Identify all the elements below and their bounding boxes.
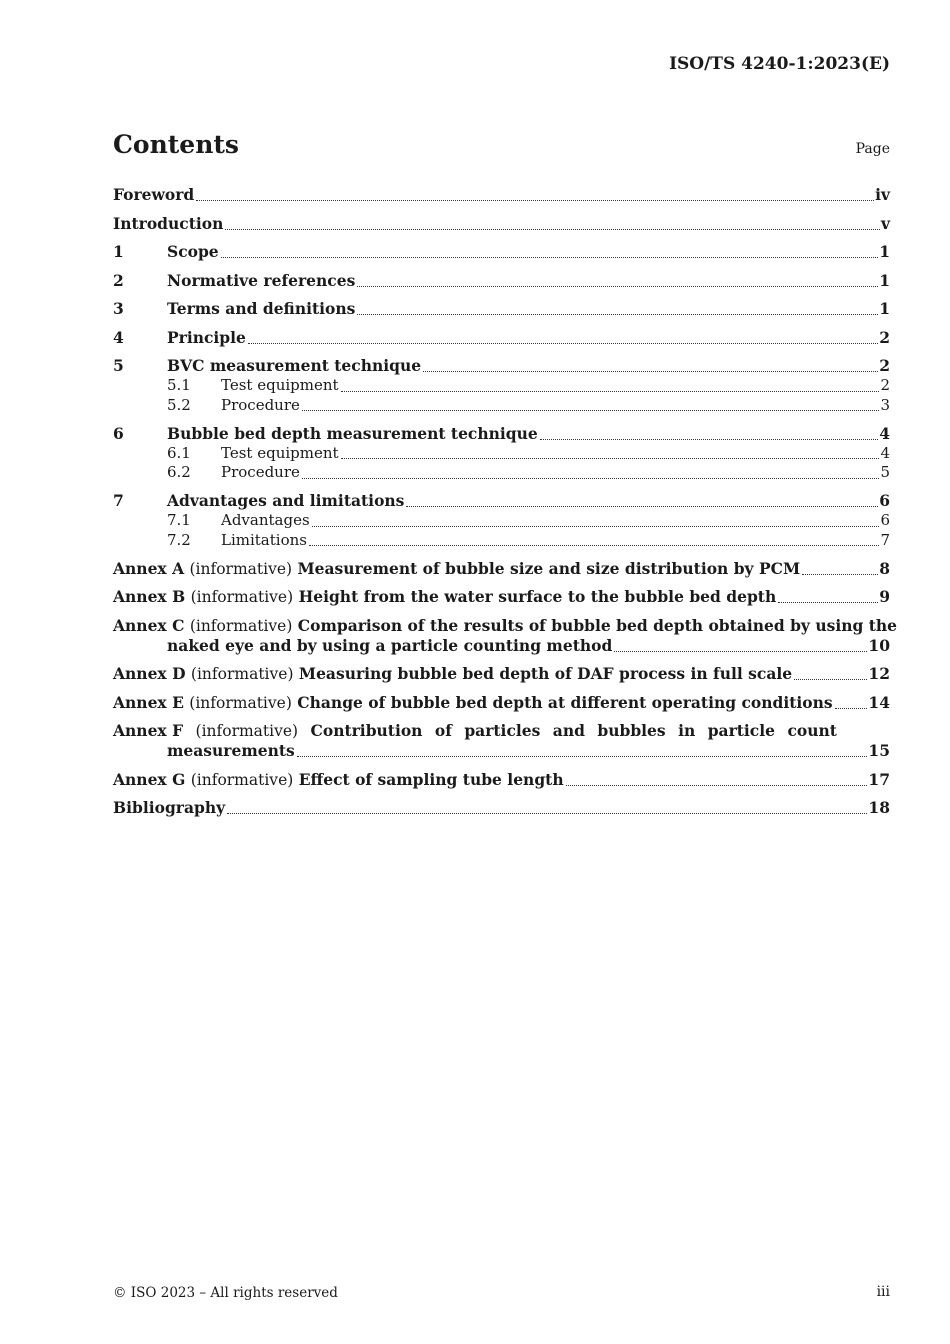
toc-title: Scope	[167, 242, 219, 261]
dot-leader	[614, 651, 867, 652]
toc-entry-5-2[interactable]	[113, 396, 890, 416]
toc-page: 18	[868, 798, 890, 817]
toc-number: 7	[113, 491, 124, 510]
toc-page: 10	[868, 635, 890, 655]
copyright-notice: © ISO 2023 – All rights reserved	[113, 1285, 338, 1301]
toc-title: Test equipment	[221, 443, 339, 462]
toc-title-line1: Comparison of the results of bubble bed depth obtained by using the	[297, 615, 897, 635]
toc-title: Limitations	[221, 530, 307, 549]
toc-title: Terms and definitions	[167, 299, 356, 318]
dot-leader	[357, 286, 878, 287]
toc-page: 14	[868, 692, 890, 712]
dot-leader	[309, 545, 879, 546]
toc-page: 5	[880, 463, 890, 481]
annex-label: Annex F	[113, 721, 184, 740]
toc-page: v	[880, 213, 890, 233]
toc-page: 3	[880, 395, 890, 414]
toc-number: 7.1	[167, 511, 191, 529]
toc-page: 1	[879, 242, 890, 261]
toc-title: BVC measurement technique	[167, 356, 422, 375]
annex-label: Annex G	[113, 769, 186, 789]
toc-entry-5-1[interactable]	[113, 376, 890, 396]
toc-title: Advantages and limitations	[167, 491, 405, 510]
toc-title-line2: measurements	[167, 741, 295, 760]
annex-label: Annex B	[113, 587, 186, 606]
toc-title-word: of	[434, 721, 452, 740]
toc-page: 2	[879, 327, 890, 347]
toc-title: Test equipment	[221, 376, 339, 394]
dot-leader	[297, 756, 868, 757]
annex-type: (informative)	[189, 559, 293, 578]
toc-title: Change of bubble bed depth at different operating conditions	[297, 692, 833, 712]
toc-number: 6	[113, 423, 124, 443]
toc-page: 17	[868, 769, 890, 789]
dot-leader	[540, 439, 878, 440]
toc-number: 5.2	[167, 395, 191, 414]
toc-title-word: particle	[707, 721, 775, 740]
annex-type: (informative)	[189, 693, 292, 712]
annex-label: Annex E	[113, 692, 184, 712]
toc-page: 1	[879, 299, 890, 318]
toc-entry-6-2[interactable]	[113, 463, 890, 483]
dot-leader	[341, 458, 880, 459]
dot-leader	[221, 257, 879, 258]
toc-number: 7.2	[167, 530, 191, 549]
toc-title-word: in	[678, 721, 696, 740]
toc-page: 15	[868, 741, 890, 760]
toc-page: iv	[875, 185, 890, 204]
toc-title-word: particles	[464, 721, 541, 740]
toc-entry-terms[interactable]	[113, 299, 890, 319]
toc-entry-annex-c[interactable]	[113, 615, 897, 656]
toc-page: 4	[880, 443, 890, 462]
toc-title: Bibliography	[113, 798, 226, 817]
toc-page: 4	[879, 423, 890, 443]
toc-title: Bubble bed depth measurement technique	[167, 423, 538, 443]
toc-title-word: bubbles	[597, 721, 666, 740]
toc-entry-annex-f[interactable]	[113, 721, 890, 761]
toc-entry-scope[interactable]	[113, 242, 890, 262]
dot-leader	[423, 371, 878, 372]
toc-entry-annex-a[interactable]	[113, 559, 890, 579]
dot-leader	[566, 785, 868, 786]
toc-number: 6.1	[167, 443, 191, 462]
annex-type: (informative)	[189, 616, 293, 635]
toc-title: Foreword	[113, 185, 195, 204]
toc-entry-bibliography[interactable]	[113, 798, 890, 818]
toc-number: 2	[113, 270, 124, 290]
toc-title: Measuring bubble bed depth of DAF process in full scale	[298, 664, 793, 683]
dot-leader	[302, 478, 880, 479]
toc-title: Principle	[167, 327, 246, 347]
annex-type: (informative)	[190, 770, 294, 789]
toc-title: Procedure	[221, 463, 300, 481]
toc-number: 5	[113, 356, 124, 375]
toc-title: Procedure	[221, 395, 300, 414]
toc-title: Measurement of bubble size and size distribution by PCM	[297, 558, 801, 578]
toc-number: 5.1	[167, 376, 191, 394]
dot-leader	[778, 602, 878, 603]
toc-entry-foreword[interactable]	[113, 185, 890, 205]
toc-entry-7-1[interactable]	[113, 511, 890, 531]
toc-entry-bubble-bed[interactable]	[113, 424, 890, 444]
toc-title-word: and	[552, 721, 585, 740]
toc-number: 6.2	[167, 463, 191, 481]
toc-entry-annex-e[interactable]	[113, 693, 890, 713]
toc-title-word: count	[787, 721, 837, 740]
dot-leader	[227, 813, 867, 814]
toc-page: 8	[879, 558, 890, 578]
table-of-contents	[113, 185, 897, 818]
toc-entry-6-1[interactable]	[113, 444, 890, 464]
toc-number: 1	[113, 242, 124, 261]
dot-leader	[341, 391, 880, 392]
toc-title: Height from the water surface to the bubble bed depth	[298, 587, 777, 606]
toc-number: 3	[113, 299, 124, 318]
toc-page: 1	[879, 270, 890, 290]
dot-leader	[794, 679, 867, 680]
toc-number: 4	[113, 327, 124, 347]
toc-title: Advantages	[221, 511, 310, 529]
dot-leader	[302, 410, 880, 411]
contents-heading: Contents	[113, 130, 240, 159]
toc-page: 12	[868, 664, 890, 683]
toc-title: Effect of sampling tube length	[298, 769, 564, 789]
annex-type: (informative)	[190, 665, 294, 683]
toc-entry-bvc[interactable]	[113, 356, 890, 376]
document-id: ISO/TS 4240-1:2023(E)	[669, 54, 890, 74]
annex-type: (informative)	[195, 722, 299, 740]
toc-title: Normative references	[167, 270, 356, 290]
dot-leader	[357, 314, 878, 315]
dot-leader	[406, 506, 878, 507]
toc-entry-introduction[interactable]	[113, 214, 890, 234]
toc-entry-annex-b[interactable]	[113, 587, 890, 607]
annex-label: Annex D	[113, 664, 186, 683]
toc-page: 7	[880, 530, 890, 549]
dot-leader	[196, 200, 874, 201]
toc-entry-annex-g[interactable]	[113, 770, 890, 790]
toc-title-line2: naked eye and by using a particle counting method	[167, 635, 613, 655]
dot-leader	[225, 229, 880, 230]
toc-page: 2	[879, 356, 890, 375]
toc-title: Introduction	[113, 213, 224, 233]
page-column-label: Page	[855, 141, 890, 157]
annex-label: Annex A	[113, 558, 185, 578]
toc-entry-normative-references[interactable]	[113, 271, 890, 291]
toc-entry-7-2[interactable]	[113, 531, 890, 551]
toc-page: 9	[879, 587, 890, 606]
dot-leader	[312, 526, 880, 527]
toc-entry-advantages-limitations[interactable]	[113, 491, 890, 511]
toc-page: 6	[879, 491, 890, 510]
dot-leader	[835, 708, 868, 709]
annex-type: (informative)	[190, 588, 294, 606]
toc-page: 6	[880, 511, 890, 529]
dot-leader	[248, 343, 878, 344]
toc-page: 2	[880, 376, 890, 394]
toc-title-word: Contribution	[310, 721, 423, 740]
annex-label: Annex C	[113, 615, 185, 635]
dot-leader	[802, 574, 878, 575]
page-number: iii	[876, 1284, 890, 1300]
toc-entry-principle[interactable]	[113, 328, 890, 348]
toc-entry-annex-d[interactable]	[113, 664, 890, 684]
